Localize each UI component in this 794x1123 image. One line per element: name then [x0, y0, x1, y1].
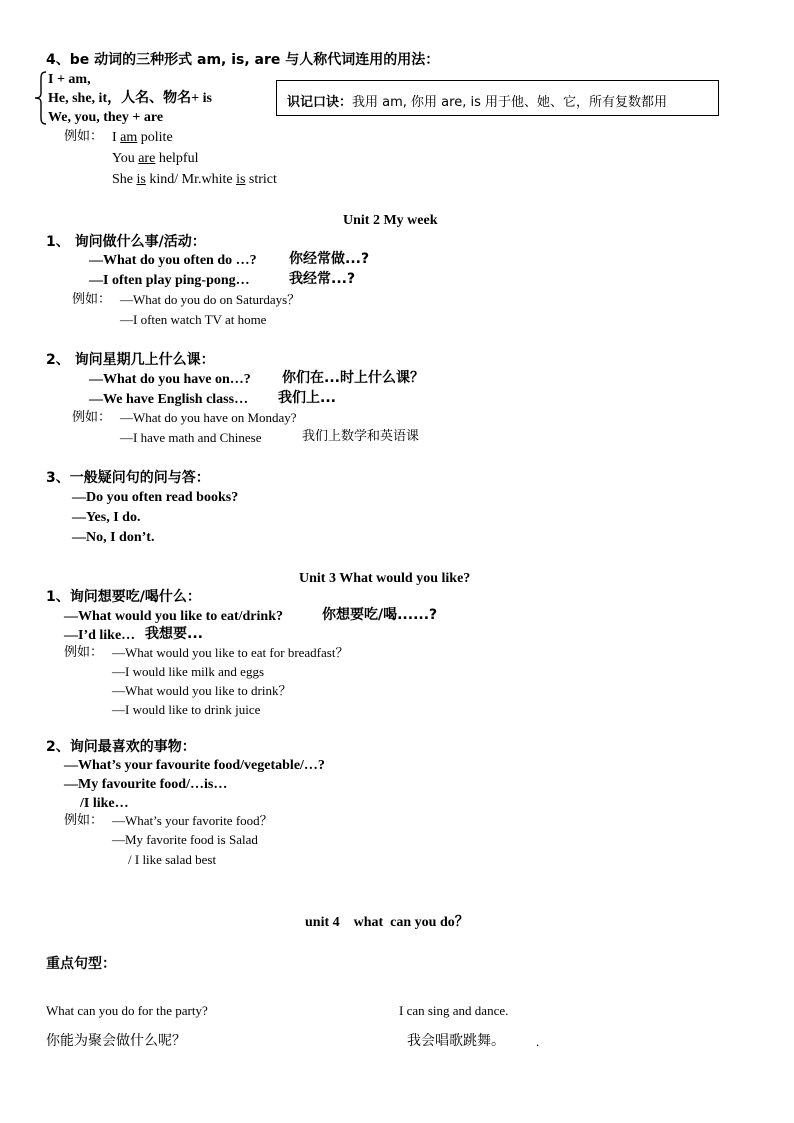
- unit2-heading: Unit 2 My week: [343, 213, 438, 228]
- unit3-s1-example-label: 例如：: [64, 645, 104, 660]
- unit2-s3-question: —Do you often read books?: [72, 490, 239, 505]
- be-line-are: We, you, they + are: [48, 110, 164, 125]
- unit3-s1-title: 1、询问想要吃/喝什么：: [46, 589, 201, 605]
- unit3-s1-question-cn: 你想要吃/喝......?: [322, 607, 438, 623]
- unit3-s2-example-3: / I like salad best: [128, 852, 217, 867]
- unit2-s2-answer-cn: 我们上...: [278, 390, 336, 406]
- unit4-answer-en: I can sing and dance.: [399, 1003, 509, 1018]
- be-example-1: I am polite: [112, 130, 173, 145]
- unit3-s2-answer: —My favourite food/…is…: [64, 777, 228, 792]
- be-example-2: You are helpful: [112, 151, 199, 166]
- unit3-s1-example-4: —I would like to drink juice: [112, 702, 261, 717]
- unit2-s2-question: —What do you have on…?: [89, 372, 251, 387]
- unit4-heading: unit 4 what can you do？: [305, 915, 469, 930]
- unit3-s2-answer-2: /I like…: [80, 796, 129, 811]
- memo-label: 识记口诀：: [287, 95, 353, 110]
- brace-icon: [34, 71, 48, 125]
- unit2-s1-title: 1、 询问做什么事/活动：: [46, 234, 206, 250]
- unit3-s2-example-label: 例如：: [64, 813, 104, 828]
- unit2-s2-example-q: —What do you have on Monday?: [120, 410, 297, 425]
- unit2-s1-answer-cn: 我经常...?: [289, 271, 356, 287]
- unit4-key-label: 重点句型：: [46, 956, 116, 972]
- unit3-s1-answer: —I’d like…: [64, 628, 136, 643]
- unit3-s2-title: 2、询问最喜欢的事物：: [46, 739, 196, 755]
- unit2-s2-title: 2、 询问星期几上什么课：: [46, 352, 215, 368]
- unit3-s2-question: —What’s your favourite food/vegetable/…?: [64, 758, 325, 773]
- memo-box: [276, 80, 719, 116]
- unit2-s3-answer-no: —No, I don’t.: [72, 530, 155, 545]
- be-example-3: She is kind/ Mr.white is strict: [112, 172, 277, 187]
- unit4-question-cn: 你能为聚会做什么呢？: [46, 1033, 186, 1049]
- unit2-s1-example-q: —What do you do on Saturdays？: [120, 292, 301, 307]
- unit2-s1-question: —What do you often do …?: [89, 253, 257, 268]
- be-line-am: I + am,: [48, 72, 91, 87]
- unit3-s1-question: —What would you like to eat/drink?: [64, 609, 283, 624]
- unit2-s1-answer: —I often play ping-pong…: [89, 273, 250, 288]
- unit3-s1-example-3: —What would you like to drink？: [112, 683, 292, 698]
- unit2-s2-example-a: —I have math and Chinese: [120, 430, 262, 445]
- be-example-label: 例如：: [64, 129, 104, 144]
- unit2-s2-example-label: 例如：: [72, 410, 112, 425]
- unit2-s1-question-cn: 你经常做...?: [289, 251, 370, 267]
- unit4-answer-cn: 我会唱歌跳舞。: [407, 1033, 505, 1049]
- unit2-s2-question-cn: 你们在...时上什么课？: [282, 370, 424, 386]
- unit2-s3-answer-yes: —Yes, I do.: [72, 510, 141, 525]
- unit2-s2-answer: —We have English class…: [89, 392, 249, 407]
- unit4-answer-dot: .: [536, 1034, 540, 1049]
- memo-content: 我用 am, 你用 are, is 用于他、她、它，所有复数都用: [352, 95, 667, 110]
- unit3-s1-example-1: —What would you like to eat for breadfast？: [112, 645, 349, 660]
- unit4-question-en: What can you do for the party?: [46, 1003, 208, 1018]
- be-section-title: 4、be 动词的三种形式 am, is, are 与人称代词连用的用法：: [46, 52, 440, 68]
- unit3-s2-example-2: —My favorite food is Salad: [112, 832, 258, 847]
- unit3-heading: Unit 3 What would you like?: [299, 571, 471, 586]
- memo-text: [287, 91, 667, 110]
- be-line-is: He, she, it，人名、物名+ is: [48, 91, 212, 106]
- unit3-s1-example-2: —I would like milk and eggs: [112, 664, 265, 679]
- unit2-s2-example-a-cn: 我们上数学和英语课: [302, 429, 420, 444]
- unit3-s1-answer-cn: 我想要...: [145, 626, 203, 642]
- unit2-s1-example-a: —I often watch TV at home: [120, 312, 267, 327]
- unit3-s2-example-1: —What’s your favorite food？: [112, 813, 273, 828]
- unit2-s3-title: 3、一般疑问句的问与答：: [46, 470, 210, 486]
- unit2-s1-example-label: 例如：: [72, 292, 112, 307]
